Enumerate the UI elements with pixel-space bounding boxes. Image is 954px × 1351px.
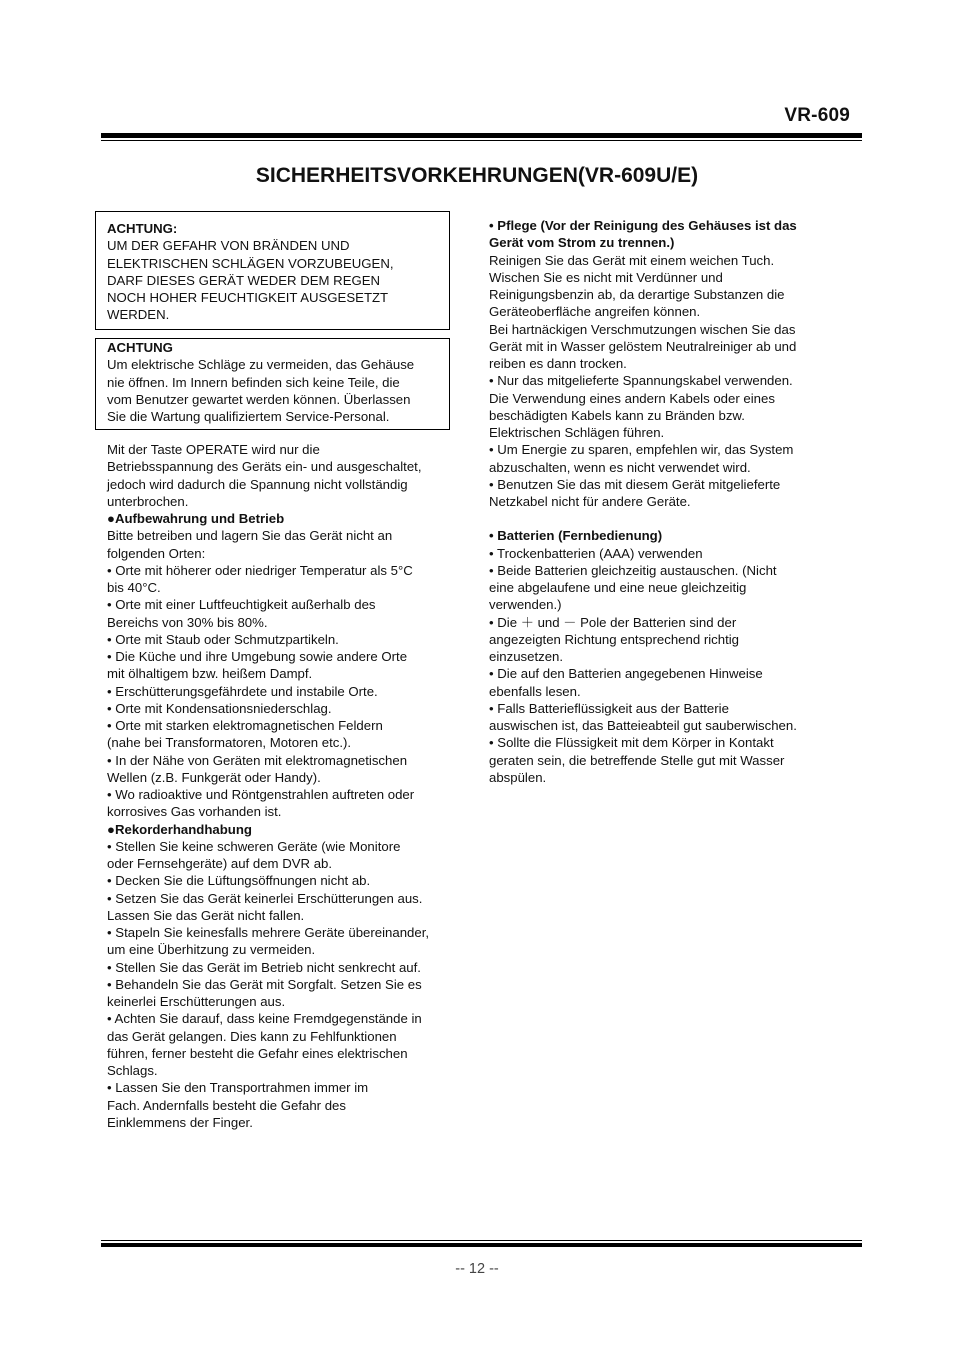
text-line: • Beide Batterien gleichzeitig austauschen. (Nicht [489, 562, 777, 578]
caution-lines [107, 356, 439, 425]
footer-rule-thin [101, 1240, 862, 1241]
text-line: Lassen Sie das Gerät nicht fallen. [107, 907, 305, 923]
text-line: Sie die Wartung qualifiziertem Service-Personal. [107, 409, 390, 425]
text-line: Reinigen Sie das Gerät mit einem weichen Tuch. [489, 252, 775, 268]
text-line: um eine Überhitzung zu vermeiden. [107, 942, 316, 958]
text-line: Schlags. [107, 1063, 158, 1078]
text-line: Netzkabel nicht für andere Geräte. [489, 494, 691, 509]
text-line: • Orte mit einer Luftfeuchtigkeit außerhalb des [107, 597, 376, 613]
text-line: Einklemmens der Finger. [107, 1114, 253, 1130]
text-line: vom Benutzer gewartet werden können. Überlassen [107, 391, 411, 407]
text-line: • Die ＋ und － Pole der Batterien sind der [489, 614, 737, 630]
text-line: Wischen Sie es nicht mit Verdünner und [489, 269, 723, 285]
caution-box [95, 338, 450, 430]
text-line: Um elektrische Schläge zu vermeiden, das Gehäuse [107, 357, 415, 373]
handling-heading: ●Rekorderhandhabung [107, 821, 252, 837]
text-line: • Orte mit Staub oder Schmutzpartikeln. [107, 631, 339, 647]
text-line: jedoch wird dadurch die Spannung nicht vollständig [107, 476, 408, 492]
text-line: Betriebsspannung des Geräts ein- und ausgeschaltet, [107, 459, 422, 475]
text-line: • Decken Sie die Lüftungsöffnungen nicht ab. [107, 873, 371, 889]
text-line: abzuschalten, wenn es nicht verwendet wird. [489, 459, 751, 475]
text-line: Mit der Taste OPERATE wird nur die [107, 442, 320, 457]
caution-heading: ACHTUNG [107, 340, 173, 355]
header-rule [101, 133, 862, 138]
text-line: • Um Energie zu sparen, empfehlen wir, das System [489, 442, 794, 458]
page-title: SICHERHEITSVORKEHRUNGEN(VR-609U/E) [255, 164, 699, 187]
text-line: • Trockenbatterien (AAA) verwenden [489, 545, 703, 561]
warning-box [95, 211, 450, 330]
text-line: geraten sein, die betreffende Stelle gut mit Wasser [489, 752, 785, 768]
text-line: • Benutzen Sie das mit diesem Gerät mitgelieferte [489, 476, 781, 492]
text-line: • Erschütterungsgefährdete und instabile Orte. [107, 683, 378, 699]
text-line: korrosives Gas vorhanden ist. [107, 804, 282, 820]
text-line: • Wo radioaktive und Röntgenstrahlen auftreten oder [107, 787, 415, 802]
text-line: verwenden.) [489, 597, 562, 613]
text-line: • Behandeln Sie das Gerät mit Sorgfalt. Setzen Sie es [107, 976, 422, 992]
text-line: angezeigten Richtung entsprechend richtig [489, 631, 739, 647]
text-line: • Stapeln Sie keinesfalls mehrere Geräte übereinander, [107, 925, 430, 940]
text-line: Wellen (z.B. Funkgerät oder Handy). [107, 769, 321, 785]
model-label: VR-609 [784, 105, 850, 126]
text-line: Fach. Andernfalls besteht die Gefahr des [107, 1097, 346, 1113]
header-rule-thin [101, 140, 862, 141]
text-line: DARF DIESES GERÄT WEDER DEM REGEN [107, 272, 381, 288]
storage-list [107, 527, 467, 820]
text-line: Elektrischen Schlägen führen. [489, 425, 665, 440]
text-line: • Falls Batterieflüssigkeit aus der Batterie [489, 700, 729, 716]
text-line: Bereichs von 30% bis 80%. [107, 614, 268, 630]
text-line: einzusetzen. [489, 649, 564, 664]
text-line: nie öffnen. Im Innern befinden sich keine Teile, die [107, 374, 400, 390]
text-line: Bei hartnäckigen Verschmutzungen wischen Sie das [489, 321, 796, 337]
text-line: UM DER GEFAHR VON BRÄNDEN UND [107, 238, 350, 254]
text-line: • Sollte die Flüssigkeit mit dem Körper in Kontakt [489, 735, 774, 751]
text-line: • Orte mit Kondensationsniederschlag. [107, 700, 332, 716]
handling-list [107, 838, 467, 1131]
text-line: • Nur das mitgelieferte Spannungskabel verwenden. [489, 373, 793, 389]
text-line: Bitte betreiben und lagern Sie das Gerät nicht an [107, 528, 393, 544]
page-number: -- 12 -- [455, 1261, 499, 1277]
text-line: auswischen ist, das Batteieabteil gut sauberwischen. [489, 718, 797, 733]
text-line: unterbrochen. [107, 493, 189, 509]
text-line: NOCH HOHER FEUCHTIGKEIT AUSGESETZT [107, 290, 389, 306]
text-line: abspülen. [489, 769, 547, 785]
text-line: (nahe bei Transformatoren, Motoren etc.). [107, 735, 352, 751]
warning-lines [107, 237, 439, 323]
intro-paragraph [107, 441, 467, 510]
text-line: ebenfalls lesen. [489, 683, 581, 699]
text-line: keinerlei Erschütterungen aus. [107, 994, 286, 1009]
text-line: ELEKTRISCHEN SCHLÄGEN VORZUBEUGEN, [107, 255, 394, 271]
text-line: • Stellen Sie keine schweren Geräte (wie Monitore [107, 838, 401, 854]
text-line: bis 40°C. [107, 580, 161, 595]
care-list [489, 252, 834, 511]
text-line: Gerät vom Strom zu trennen.) [489, 235, 675, 251]
text-line: • Die auf den Batterien angegebenen Hinweise [489, 666, 763, 682]
left-column [107, 441, 467, 1131]
text-line: mit ölhaltigem bzw. heißem Dampf. [107, 666, 313, 682]
text-line: reiben es dann trocken. [489, 356, 627, 371]
text-line: eine abgelaufene und eine neue gleichzeitig [489, 580, 747, 595]
text-line: Gerät mit in Wasser gelöstem Neutralreiniger ab und [489, 338, 797, 354]
text-line: • Pflege (Vor der Reinigung des Gehäuses ist das [489, 218, 797, 233]
section-gap [489, 510, 834, 527]
text-line: • Lassen Sie den Transportrahmen immer im [107, 1080, 369, 1096]
battery-list [489, 545, 834, 787]
care-heading [489, 217, 834, 252]
text-line: Geräteoberfläche angreifen können. [489, 304, 701, 320]
text-line: beschädigten Kabels kann zu Bränden bzw. [489, 407, 745, 423]
right-column [489, 217, 834, 786]
text-line: • Setzen Sie das Gerät keinerlei Erschütterungen aus. [107, 890, 423, 906]
text-line: • Orte mit höherer oder niedriger Temperatur als 5°C [107, 562, 413, 578]
text-line: Reinigungsbenzin ab, da derartige Substanzen die [489, 287, 785, 302]
text-line: WERDEN. [107, 307, 170, 323]
text-line: das Gerät gelangen. Dies kann zu Fehlfunktionen [107, 1028, 397, 1044]
text-line: • Orte mit starken elektromagnetischen Feldern [107, 718, 383, 733]
storage-heading: ●Aufbewahrung und Betrieb [107, 511, 285, 526]
text-line: • Die Küche und ihre Umgebung sowie andere Orte [107, 649, 408, 664]
warning-heading: ACHTUNG: [107, 221, 178, 236]
text-line: folgenden Orten: [107, 545, 206, 561]
text-line: Die Verwendung eines andern Kabels oder eines [489, 390, 775, 406]
text-line: führen, ferner besteht die Gefahr eines elektrischen [107, 1045, 408, 1061]
battery-heading: • Batterien (Fernbedienung) [489, 528, 663, 544]
text-line: • In der Nähe von Geräten mit elektromagnetischen [107, 752, 408, 768]
text-line: oder Fernsehgeräte) auf dem DVR ab. [107, 856, 333, 871]
text-line: • Stellen Sie das Gerät im Betrieb nicht senkrecht auf. [107, 959, 421, 975]
text-line: • Achten Sie darauf, dass keine Fremdgegenstände in [107, 1011, 422, 1027]
footer-rule [101, 1243, 862, 1247]
